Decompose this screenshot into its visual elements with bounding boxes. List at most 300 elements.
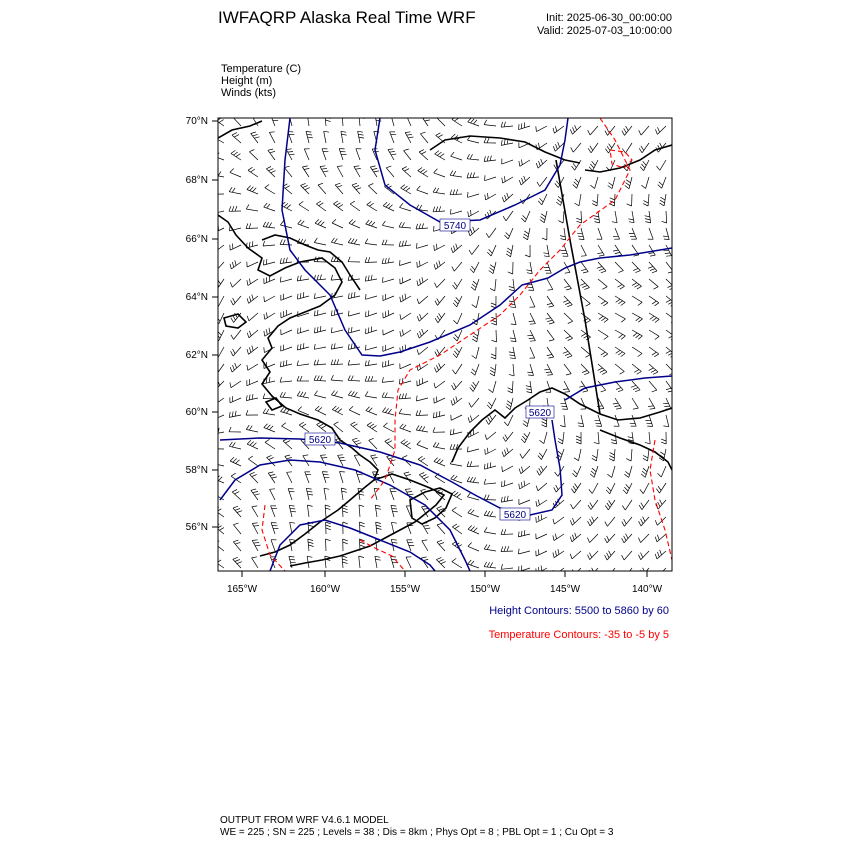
wind-barb-flag: [548, 357, 553, 358]
wind-barb: [573, 568, 582, 576]
wind-barb: [649, 381, 657, 390]
height-contour-5740: [282, 118, 672, 356]
wind-barb-flag: [652, 390, 657, 392]
wind-barb-flag: [504, 496, 505, 501]
wind-barb: [544, 211, 547, 223]
wind-barb: [541, 449, 547, 460]
wind-barb-flag: [232, 206, 234, 211]
wind-barb-flag: [308, 137, 313, 138]
wind-barb: [219, 313, 224, 324]
wind-barb-flag: [435, 301, 438, 306]
wind-barb-flag: [298, 407, 302, 411]
lon-label: 140°W: [631, 584, 663, 595]
wind-barb-flag: [436, 188, 439, 193]
wind-barb-flag: [554, 165, 557, 170]
wind-barb-flag: [308, 545, 313, 547]
wind-barb: [646, 177, 649, 189]
wind-barb: [320, 455, 326, 466]
wind-barb: [469, 211, 480, 217]
wind-barb-flag: [308, 542, 313, 544]
wind-barb-flag: [399, 409, 402, 414]
wind-barb-flag: [641, 553, 643, 558]
wind-barb-flag: [217, 560, 222, 563]
wind-barb-flag: [439, 313, 442, 318]
wind-barb-flag: [214, 285, 217, 289]
wind-barb-flag: [331, 375, 333, 380]
wind-barb-flag: [484, 464, 485, 469]
wind-barb: [632, 398, 638, 408]
wind-barb-flag: [246, 224, 248, 229]
wind-barb-flag: [508, 272, 513, 274]
wind-barb-flag: [376, 522, 381, 523]
wind-barb-flag: [267, 204, 271, 208]
wind-barb-flag: [576, 442, 581, 444]
wind-barb: [349, 410, 360, 415]
wind-barb-flag: [507, 546, 509, 551]
wind-barb-flag: [402, 456, 407, 458]
wind-barb-flag: [342, 556, 347, 558]
wind-barb-flag: [249, 223, 251, 228]
wind-barb: [433, 447, 445, 449]
wind-barb: [530, 364, 534, 376]
wind-barb-flag: [524, 530, 525, 535]
wind-barb-flag: [455, 334, 459, 338]
wind-barb-flag: [369, 203, 373, 206]
wind-barb-flag: [233, 349, 235, 354]
wind-barb-flag: [212, 459, 215, 464]
wind-barb-flag: [266, 329, 267, 334]
wind-barb-flag: [434, 458, 438, 462]
wind-barb: [382, 381, 394, 382]
height-contours: [220, 118, 672, 571]
wind-barb: [271, 506, 275, 517]
wind-barb-flag: [660, 197, 665, 200]
wind-barb-flag: [643, 161, 647, 165]
wind-barb-flag: [594, 222, 599, 223]
wind-barb: [576, 466, 581, 477]
wind-barb-flag: [605, 538, 607, 543]
coastline-southeast: [600, 430, 672, 470]
wind-barb-flag: [524, 176, 526, 181]
wind-barb-flag: [584, 373, 589, 375]
lat-label: 70°N: [185, 116, 208, 127]
wind-barb: [649, 296, 659, 303]
wind-barb-flag: [440, 154, 444, 157]
wind-barb-flag: [660, 200, 665, 203]
wind-barb-flag: [626, 484, 630, 488]
wind-barb-flag: [597, 406, 602, 407]
wind-barb: [215, 544, 225, 551]
wind-barb-flag: [280, 240, 282, 245]
wind-barb-flag: [581, 256, 586, 257]
wind-barb-flag: [524, 481, 525, 486]
wind-barb: [248, 170, 258, 177]
wind-barb: [271, 540, 275, 551]
wind-barb-flag: [503, 437, 506, 442]
wind-barb-flag: [349, 406, 353, 410]
wind-barb: [280, 279, 292, 282]
wind-barb-flag: [269, 132, 274, 133]
wind-barb-flag: [375, 114, 380, 115]
wind-barb: [612, 177, 615, 189]
wind-barb-flag: [581, 334, 586, 337]
wind-barb-flag: [212, 209, 213, 214]
wind-barb-flag: [332, 406, 336, 410]
wind-barb: [540, 177, 547, 187]
wind-barb-flag: [487, 156, 488, 161]
wind-barb-flag: [231, 473, 236, 476]
wind-barb-flag: [318, 221, 322, 225]
wind-barb-flag: [468, 417, 470, 422]
wind-barb-flag: [491, 303, 496, 305]
wind-barb-flag: [213, 247, 215, 252]
wind-barb: [375, 556, 377, 568]
wind-barb-flag: [366, 294, 367, 299]
wind-barb-flag: [522, 436, 526, 440]
wind-barb-flag: [419, 364, 420, 369]
wind-barb-flag: [247, 365, 248, 370]
wind-barb-flag: [523, 424, 527, 427]
wind-barb-flag: [502, 466, 503, 471]
wind-barb-flag: [233, 540, 238, 542]
wind-barb-flag: [318, 183, 323, 185]
wind-barb-flag: [268, 169, 273, 171]
wind-barb: [590, 534, 598, 543]
wind-barb-flag: [233, 557, 238, 559]
wind-barb-flag: [372, 457, 377, 458]
wind-barb-flag: [376, 120, 381, 121]
wind-barb-flag: [577, 233, 582, 234]
wind-barb-flag: [657, 552, 659, 557]
wind-barb: [264, 207, 275, 211]
wind-barb-flag: [385, 361, 386, 366]
wind-barb-flag: [437, 298, 440, 303]
wind-barb-flag: [669, 335, 674, 338]
wind-barb-flag: [541, 214, 545, 217]
wind-barb-flag: [502, 178, 503, 183]
wind-barb: [643, 483, 649, 494]
wind-barb-flag: [643, 468, 647, 472]
wind-barb-flag: [601, 390, 606, 392]
wind-barb: [265, 188, 275, 194]
wind-barb-flag: [626, 126, 629, 131]
wind-barb-flag: [453, 444, 455, 449]
wind-barb-flag: [541, 466, 544, 471]
wind-barb-flag: [325, 556, 330, 557]
wind-barb: [383, 279, 395, 282]
wind-barb-flag: [420, 132, 425, 134]
wind-barb: [487, 432, 496, 440]
wind-barb-flag: [321, 222, 325, 226]
wind-barb-flag: [629, 222, 634, 223]
wind-barb: [433, 192, 445, 194]
wind-barb-flag: [433, 427, 435, 432]
wind-barb-flag: [526, 270, 531, 271]
wind-barb-flag: [555, 534, 556, 539]
wind-barb-flag: [216, 282, 219, 287]
wind-barb-flag: [470, 154, 473, 159]
wind-barb-flag: [521, 218, 525, 222]
wind-barb: [625, 568, 632, 578]
wind-barb-flag: [471, 119, 475, 123]
wind-barb-flag: [300, 392, 303, 397]
wind-barb: [341, 131, 343, 143]
wind-barb-flag: [360, 545, 365, 547]
wind-barb-flag: [303, 343, 304, 348]
wind-barb: [662, 177, 666, 188]
wind-barb: [230, 245, 241, 250]
wind-barb: [476, 296, 479, 308]
wind-barb-flag: [624, 128, 627, 133]
wind-barb-flag: [299, 422, 304, 425]
wind-barb-flag: [590, 474, 594, 478]
wind-barb: [649, 347, 659, 354]
wind-barb-flag: [601, 352, 606, 355]
wind-barb: [563, 432, 564, 444]
lon-label: 160°W: [309, 584, 341, 595]
wind-barb: [290, 522, 292, 534]
wind-barb-flag: [660, 143, 663, 148]
wind-barb-flag: [487, 405, 491, 409]
wind-barb-flag: [317, 376, 319, 381]
wind-barb: [252, 558, 258, 568]
wind-barb: [348, 395, 360, 398]
wind-barb-flag: [518, 549, 519, 554]
wind-barb: [438, 296, 446, 305]
wind-barb-flag: [572, 535, 574, 540]
wind-barb-flag: [592, 455, 597, 458]
wind-barb-flag: [450, 430, 451, 435]
wind-barb-flag: [246, 410, 248, 415]
wind-barb-flag: [645, 216, 650, 217]
wind-barb-flag: [247, 440, 251, 444]
wind-barb-flag: [212, 444, 214, 449]
wind-barb-flag: [320, 166, 325, 167]
wind-barb: [437, 279, 445, 288]
wind-barb-flag: [403, 425, 407, 429]
wind-barb-flag: [232, 133, 237, 136]
wind-barb-flag: [572, 166, 575, 170]
wind-barb: [324, 131, 326, 143]
wind-barb-flag: [264, 347, 265, 352]
wind-barb-flag: [214, 266, 216, 271]
wind-barb-flag: [567, 356, 572, 358]
wind-barb-flag: [351, 376, 353, 381]
wind-barbs-layer: [212, 114, 676, 578]
wind-barb-flag: [358, 131, 363, 132]
wind-barb-flag: [622, 131, 625, 136]
wind-barb-flag: [541, 217, 545, 220]
wind-barb: [506, 211, 513, 221]
wind-barb-flag: [572, 473, 576, 477]
wind-barb: [496, 330, 497, 342]
wind-barb-flag: [399, 379, 400, 384]
wind-barb-flag: [436, 412, 437, 417]
wind-barb-flag: [360, 522, 365, 524]
wind-barb-flag: [501, 547, 503, 552]
wind-barb-flag: [331, 238, 334, 242]
wind-barb-flag: [437, 506, 442, 508]
wind-barb: [318, 185, 326, 194]
wind-barb-flag: [454, 351, 458, 355]
wind-barb-flag: [509, 301, 514, 302]
wind-barb: [502, 160, 513, 164]
wind-barb-flag: [582, 285, 587, 287]
wind-barb-flag: [590, 185, 594, 188]
wind-barb-flag: [270, 151, 275, 152]
wind-barb-flag: [289, 114, 294, 115]
wind-barb-flag: [579, 239, 584, 240]
wind-barb: [472, 245, 479, 255]
wind-barb-flag: [658, 502, 661, 507]
wind-barb: [471, 398, 479, 407]
wind-barb: [502, 466, 513, 472]
wind-barb-flag: [216, 383, 218, 388]
wind-barb-flag: [622, 522, 625, 527]
wind-barb-flag: [568, 338, 573, 340]
wind-barb-flag: [652, 318, 656, 321]
wind-barb: [525, 211, 530, 222]
wind-barb-flag: [571, 147, 574, 152]
wind-barb-flag: [453, 398, 455, 403]
wind-barb: [234, 330, 241, 339]
wind-barb-flag: [249, 296, 251, 301]
wind-barb-flag: [437, 365, 439, 370]
wind-barb-flag: [568, 321, 573, 323]
wind-barb-flag: [407, 134, 412, 135]
wind-barb-flag: [658, 127, 660, 132]
wind-barb-flag: [547, 303, 552, 304]
wind-barb-flag: [229, 412, 230, 417]
wind-barb: [530, 296, 535, 307]
wind-barb-flag: [369, 408, 373, 412]
wind-barb: [365, 347, 377, 350]
wind-barb-flag: [421, 458, 426, 461]
wind-barb-flag: [235, 206, 237, 211]
wind-barb-flag: [392, 508, 397, 509]
wind-barb-flag: [267, 455, 272, 457]
wind-barb-flag: [490, 373, 495, 376]
wind-barb: [452, 120, 462, 127]
wind-barb-flag: [553, 535, 554, 540]
wind-barb-flag: [628, 219, 633, 220]
wind-barb-flag: [508, 391, 513, 393]
wind-barb-flag: [217, 509, 222, 512]
wind-barb-flag: [489, 249, 493, 253]
wind-barb: [437, 525, 445, 534]
svg-text:5620: 5620: [308, 435, 332, 446]
wind-barb-flag: [247, 298, 249, 303]
wind-barb-flag: [570, 572, 572, 577]
wind-barb-flag: [613, 250, 618, 251]
wind-barb-flag: [420, 331, 422, 336]
wind-barb-flag: [610, 453, 615, 455]
wind-barb-flag: [605, 555, 608, 560]
wind-barb-flag: [438, 135, 443, 138]
wind-barb-flag: [510, 358, 515, 359]
wind-barb-flag: [556, 144, 558, 149]
wind-barb-flag: [354, 186, 359, 188]
wind-barb-flag: [491, 340, 496, 342]
wind-barb-flag: [353, 424, 358, 427]
wind-barb-flag: [213, 152, 217, 156]
wind-barb: [598, 279, 607, 287]
wind-barb: [417, 190, 428, 194]
wind-barb-flag: [563, 351, 568, 353]
wind-barb-flag: [634, 370, 639, 373]
wind-barb: [451, 156, 462, 160]
wind-barb: [297, 279, 309, 281]
wind-barb: [547, 245, 549, 257]
wind-barb-flag: [439, 206, 441, 211]
wind-barb-flag: [348, 257, 350, 262]
wind-barb-flag: [320, 275, 322, 280]
wind-barb-flag: [487, 545, 490, 550]
wind-barb-flag: [453, 285, 456, 289]
wind-barb-flag: [558, 441, 563, 444]
wind-barb-flag: [399, 394, 401, 399]
wind-barb-flag: [236, 154, 240, 157]
wind-barb-flag: [664, 239, 669, 240]
wind-barb-flag: [356, 168, 361, 169]
wind-barb-flag: [590, 164, 594, 168]
wind-barb: [513, 313, 516, 325]
wind-barb-flag: [521, 467, 523, 472]
wind-barb-flag: [489, 271, 493, 274]
wind-barb-flag: [359, 114, 364, 116]
wind-barb-flag: [306, 488, 311, 489]
wind-barb-flag: [626, 534, 628, 539]
wind-barb: [365, 243, 377, 245]
wind-barb-flag: [574, 182, 578, 186]
wind-barb-flag: [264, 203, 268, 207]
wind-barb-flag: [604, 319, 608, 322]
wind-barb-flag: [252, 115, 257, 116]
wind-barb-flag: [393, 511, 398, 512]
wind-barb-flag: [555, 472, 558, 476]
wind-barb-flag: [456, 348, 460, 352]
wind-barb-flag: [416, 411, 418, 416]
contour-label-5620-south: [500, 508, 530, 521]
wind-barb-flag: [487, 252, 491, 256]
wind-barb-flag: [382, 259, 383, 264]
wind-barb: [216, 381, 224, 390]
wind-barb-flag: [387, 441, 392, 444]
wind-barb-flag: [314, 375, 316, 380]
wind-barb-flag: [603, 303, 608, 306]
wind-barb: [229, 192, 241, 194]
coastline-alaska-peninsula: [290, 474, 444, 566]
wind-barb-flag: [588, 521, 590, 526]
wind-barb: [249, 152, 258, 160]
wind-barb-flag: [521, 159, 522, 164]
wind-barb-flag: [580, 283, 585, 285]
wind-barb: [641, 126, 649, 135]
wind-barb-flag: [323, 171, 328, 172]
lat-label: 68°N: [185, 175, 208, 186]
wind-barb-flag: [451, 152, 455, 156]
wind-barb-flag: [366, 407, 370, 411]
wind-barb-flag: [341, 134, 346, 135]
wind-barb-flag: [322, 458, 327, 459]
wind-barb: [615, 211, 617, 223]
wind-barb: [451, 415, 462, 420]
wind-barb-flag: [231, 318, 234, 323]
wind-barb: [285, 168, 293, 177]
wind-barb: [348, 330, 360, 333]
wind-barb-flag: [452, 524, 457, 527]
wind-barb-flag: [233, 152, 237, 155]
